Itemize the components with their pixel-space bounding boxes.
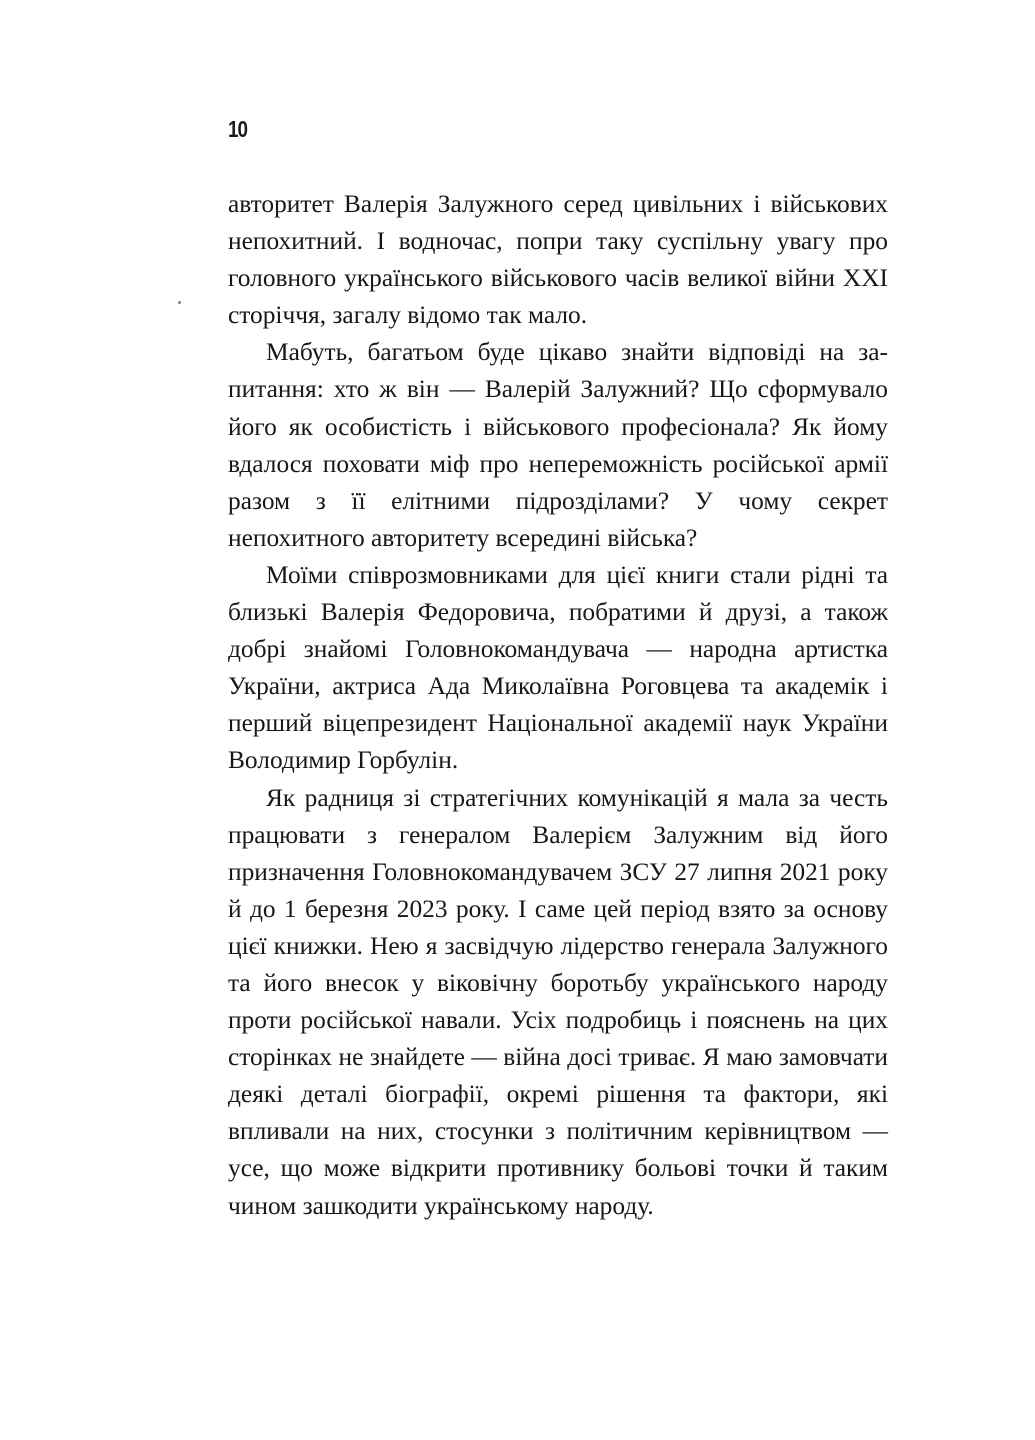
paragraph: Мабуть, багатьом буде цікаво знайти відповіді на запитання: хто ж він — Валерій Залужний? Що сформувало його як особистість і військового професіонала? Як йому вдалося поховати міф про непереможність російської армії разом з її елітними підрозділами? У чому секрет непохитного авторитету всередині війська? [228,338,888,552]
paragraph: авторитет Валерія Залужного серед цивільних і військових непохитний. І водночас, попри таку суспільну увагу про головного українського військового часів великої війни XXI сторіччя, загалу відомо так мало. [228,190,888,330]
paragraph: Моїми співрозмовниками для цієї книги стали рідні та близькі Валерія Федоровича, побратими й друзі, а також добрі знайомі Головнокомандувача — народна артистка України, актриса Ада Миколаївна Роговцева та академік і перший віцепрезидент Національної академії наук України Володимир Горбулін. [228,560,888,775]
body-text-block [228,186,888,1225]
paragraph: Як радниця зі стратегічних комунікацій я мала за честь працювати з генералом Валерієм Залужним від його призначення Головнокомандувачем ЗСУ 27 липня 2021 року й до 1 березня 2023 року. І саме цей період взято за основу цієї книжки. Нею я засвідчую лідерство генерала Залужного та його внесок у віковічну боротьбу українського народу проти російської навали. Усіх подробиць і пояснень на цих сторінках не знайдете — війна досі триває. Я маю замовчати деякі деталі біографії, окремі рішення та фактори, які впливали на них, стосунки з політичним керівництвом — усе, що може відкрити противнику больові точки й таким чином зашкодити українському народу. [228,783,888,1220]
page-number: 10 [228,116,248,142]
page-artifact-speck [178,301,181,304]
